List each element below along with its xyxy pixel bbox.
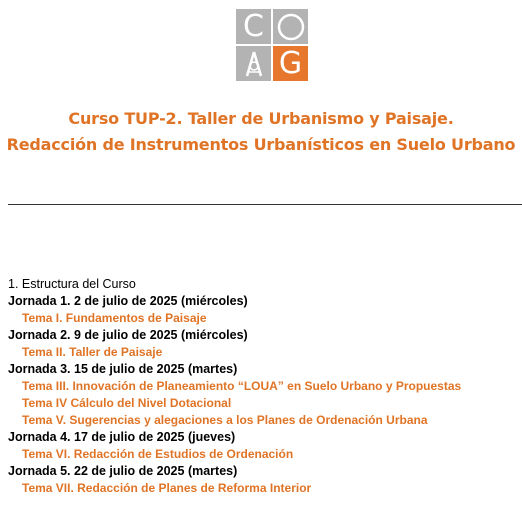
- coag-logo: [236, 9, 308, 81]
- jornada-3-label: Jornada 3. 15 de julio de 2025 (martes): [8, 362, 238, 376]
- jornada-2-label: Jornada 2. 9 de julio de 2025 (miércoles): [8, 328, 248, 342]
- course-structure: [8, 276, 518, 497]
- logo-o-circle-icon: [276, 12, 306, 42]
- logo-tile-c: [236, 9, 271, 44]
- structure-heading: 1. Estructura del Curso: [8, 277, 136, 291]
- jornada-4-tema-1: Tema VI. Redacción de Estudios de Ordenación: [22, 447, 294, 461]
- jornada-3-tema-3: Tema V. Sugerencias y alegaciones a los Planes de Ordenación Urbana: [22, 413, 428, 427]
- jornada-5-label: Jornada 5. 22 de julio de 2025 (martes): [8, 464, 238, 478]
- jornada-2-tema-1: Tema II. Taller de Paisaje: [22, 345, 163, 359]
- logo-tile-g: [273, 46, 308, 81]
- course-title-line-1: Curso TUP-2. Taller de Urbanismo y Paisaje.: [68, 109, 454, 128]
- jornada-5-tema-1: Tema VII. Redacción de Planes de Reforma Interior: [22, 481, 312, 495]
- logo-tile-o: [273, 9, 308, 44]
- jornada-3-tema-2: Tema IV Cálculo del Nivel Dotacional: [22, 396, 232, 410]
- jornada-4-label: Jornada 4. 17 de julio de 2025 (jueves): [8, 430, 236, 444]
- course-title-line-2: Redacción de Instrumentos Urbanísticos en Suelo Urbano: [6, 135, 516, 154]
- horizontal-divider: [8, 204, 522, 205]
- logo-letter-g: G: [278, 45, 303, 81]
- logo-letter-c: C: [243, 8, 264, 44]
- logo-a-emblem-icon: [239, 49, 269, 79]
- logo-tile-a: [236, 46, 271, 81]
- jornada-1-label: Jornada 1. 2 de julio de 2025 (miércoles): [8, 294, 248, 308]
- jornada-1-tema-1: Tema I. Fundamentos de Paisaje: [22, 311, 207, 325]
- jornada-3-tema-1: Tema III. Innovación de Planeamiento “LOUA” en Suelo Urbano y Propuestas: [22, 379, 462, 393]
